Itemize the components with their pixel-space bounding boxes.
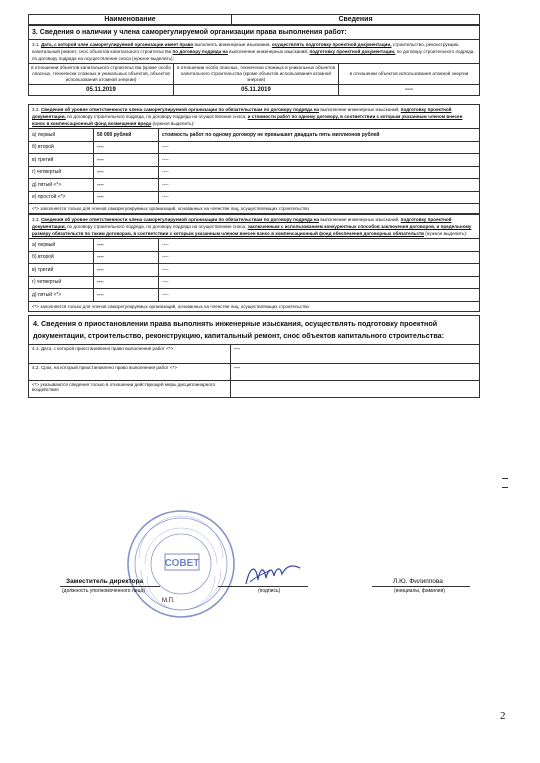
- section-3-title: 3. Сведения о наличии у члена саморегулируемой организации права выполнения работ:: [29, 26, 480, 40]
- level-label: а) первый: [29, 129, 94, 142]
- level-label: в) третий: [29, 264, 94, 277]
- level-label: е) простой <*>: [29, 191, 94, 204]
- level-description: ----: [159, 239, 480, 252]
- para-3-3-a: Сведения об уровне ответственности члена саморегулируемой организации по обязательствам по договору подряда на: [40, 217, 320, 222]
- level-label: г) четвертый: [29, 276, 94, 289]
- para-3-3-c: подготовку проектной документации,: [32, 217, 452, 229]
- signer-name: Л.Ю. Филиппова: [393, 578, 443, 585]
- level-description: стоимость работ по одному договору не превышает двадцать пять миллионов рублей: [159, 129, 480, 142]
- level-row: [29, 251, 480, 264]
- level-value: ----: [94, 264, 159, 277]
- stamp-text: СОВЕТ: [164, 558, 200, 569]
- col-capital: в отношении объектов капитального строительства (кроме особо опасных, технически сложных и уникальных объектов, объектов использования атомной энергии): [29, 64, 174, 85]
- level-value: ----: [94, 166, 159, 179]
- para-3-1-num: 3.1.: [32, 42, 41, 47]
- level-row: [29, 179, 480, 192]
- position-line: [60, 586, 160, 587]
- section-3-2-table: [28, 104, 480, 214]
- signer-position: Заместитель директора: [66, 578, 144, 585]
- level-row: [29, 166, 480, 179]
- level-description: ----: [159, 276, 480, 289]
- position-caption: (должность уполномоченного лица): [62, 588, 145, 594]
- para-3-2-num: 3.2.: [32, 107, 41, 112]
- level-row: [29, 239, 480, 252]
- levels-3-2: [29, 129, 480, 204]
- para-3-1-g: подготовку проектной документации,: [309, 49, 396, 54]
- level-label: д) пятый <*>: [29, 179, 94, 192]
- para-3-2-f: (нужное выделить):: [151, 121, 195, 126]
- para-3-3: [29, 215, 480, 239]
- para-3-2-c: подготовку проектной документации,: [32, 107, 452, 119]
- para-3-2-b: выполнение инженерных изысканий,: [319, 107, 401, 112]
- para-3-2: [29, 105, 480, 129]
- level-value: ----: [94, 179, 159, 192]
- para-3-1: [29, 40, 480, 64]
- para-3-2-d: по договору строительного подряда, по договору подряда на осуществление сноса,: [65, 114, 248, 119]
- header-info: Сведения: [232, 15, 480, 25]
- level-label: а) первый: [29, 239, 94, 252]
- level-description: ----: [159, 264, 480, 277]
- level-value: ----: [94, 191, 159, 204]
- para-3-3-f: (нужное выделить):: [423, 231, 468, 236]
- para-3-1-d: строительство, реконструкцию, капитальный ремонт, снос объектов капитального строительства: [32, 42, 460, 54]
- sign-caption: (подпись): [258, 588, 281, 594]
- suspend-note: <*> указываются сведения только в отношении действующей меры дисциплинарного воздействия: [29, 380, 231, 397]
- level-value: ----: [94, 289, 159, 302]
- suspend-term-value: ----: [231, 363, 480, 380]
- para-3-2-e: и стоимости работ по одному договору, в соответствии с которым указанным членом внесен взнос в компенсационный фонд возмещения вреда: [32, 114, 463, 126]
- level-label: д) пятый <*>: [29, 289, 94, 302]
- level-label: б) второй: [29, 251, 94, 264]
- mp-mark: М.П.: [162, 598, 175, 604]
- name-line: [372, 586, 470, 587]
- level-row: [29, 264, 480, 277]
- note-3-2: <*> заполняется только для членов саморегулируемых организаций, основанных на членстве лиц, осуществляющих строительство: [29, 204, 480, 214]
- section-4-title: 4. Сведения о приостановлении права выполнять инженерные изыскания, осуществлять подготовку проектной документации, строительство, реконструкцию, капитальный ремонт, снос объектов капитального строительства:: [29, 315, 480, 344]
- para-3-1-f: выполнение инженерных изысканий,: [227, 49, 310, 54]
- section-3-table: [28, 25, 480, 96]
- level-value: ----: [94, 239, 159, 252]
- page-number: 2: [500, 710, 506, 722]
- para-3-1-h: по договору строительного подряда, по договору подряда на осуществление сноса (нужное выделить):: [32, 49, 475, 61]
- level-value: 50 000 рублей: [94, 129, 159, 142]
- level-description: ----: [159, 154, 480, 167]
- para-3-1-a: Дата, с которой член саморегулируемой организации имеет право: [40, 42, 194, 47]
- name-caption: (инициалы, фамилия): [394, 588, 445, 594]
- level-description: ----: [159, 166, 480, 179]
- header-name: Наименование: [29, 15, 232, 25]
- date-capital: 05.11.2019: [29, 85, 174, 96]
- col-dangerous: в отношении особо опасных, технически сложных и уникальных объектов капитального строительства (кроме объектов использования атомной энергии): [174, 64, 339, 85]
- date-atomic: ----: [339, 85, 480, 96]
- level-description: ----: [159, 179, 480, 192]
- level-value: ----: [94, 154, 159, 167]
- margin-tick: [502, 487, 508, 488]
- level-label: б) второй: [29, 141, 94, 154]
- para-3-3-e: заключенным с использованием конкурентных способов заключения договоров, и предельному размеру обязательств по таким договорам, в соответствии с которым указанным членом внесен взнос в компенсационный фонд обеспечения договорных обязательств: [32, 224, 472, 236]
- para-3-1-b: выполнять инженерные изыскания,: [193, 42, 272, 47]
- document-sheet: [28, 14, 480, 398]
- level-description: ----: [159, 191, 480, 204]
- date-dangerous: 05.11.2019: [174, 85, 339, 96]
- suspend-note-empty: [231, 380, 480, 397]
- level-row: [29, 276, 480, 289]
- level-label: г) четвертый: [29, 166, 94, 179]
- margin-tick: [502, 478, 508, 479]
- sign-line: [218, 586, 308, 587]
- level-description: ----: [159, 141, 480, 154]
- level-row: [29, 154, 480, 167]
- section-4-table: [28, 315, 480, 398]
- para-3-2-a: Сведения об уровне ответственности члена саморегулируемой организации по обязательствам по договору подряда на: [40, 107, 320, 112]
- level-row: [29, 129, 480, 142]
- level-label: в) третий: [29, 154, 94, 167]
- section-3-3-table: [28, 214, 480, 312]
- level-value: ----: [94, 251, 159, 264]
- note-3-3: <*> заполняется только для членов саморегулируемых организаций, основанных на членстве лиц, осуществляющих строительство: [29, 301, 480, 311]
- level-value: ----: [94, 276, 159, 289]
- level-value: ----: [94, 141, 159, 154]
- para-3-1-c: осуществлять подготовку проектной документации,: [271, 42, 392, 47]
- organization-stamp: [125, 508, 237, 620]
- para-3-3-b: выполнение инженерных изысканий,: [319, 217, 401, 222]
- para-3-3-d: по договору строительного подряда, по договору подряда на осуществление сноса,: [65, 224, 248, 229]
- suspend-date-label: 4.1. Дата, с которой приостановлено право выполнения работ <*>: [29, 344, 231, 363]
- suspend-date-value: ----: [231, 344, 480, 363]
- header-table: [28, 14, 480, 25]
- para-3-3-num: 3.3.: [32, 217, 41, 222]
- col-atomic: в отношении объектов использования атомной энергии: [339, 64, 480, 85]
- level-row: [29, 289, 480, 302]
- para-3-1-e: по договору подряда на: [172, 49, 228, 54]
- level-row: [29, 141, 480, 154]
- level-description: ----: [159, 289, 480, 302]
- level-description: ----: [159, 251, 480, 264]
- level-row: [29, 191, 480, 204]
- suspend-term-label: 4.2. Срок, на который приостановлено право выполнения работ <*>: [29, 363, 231, 380]
- levels-3-3: [29, 239, 480, 302]
